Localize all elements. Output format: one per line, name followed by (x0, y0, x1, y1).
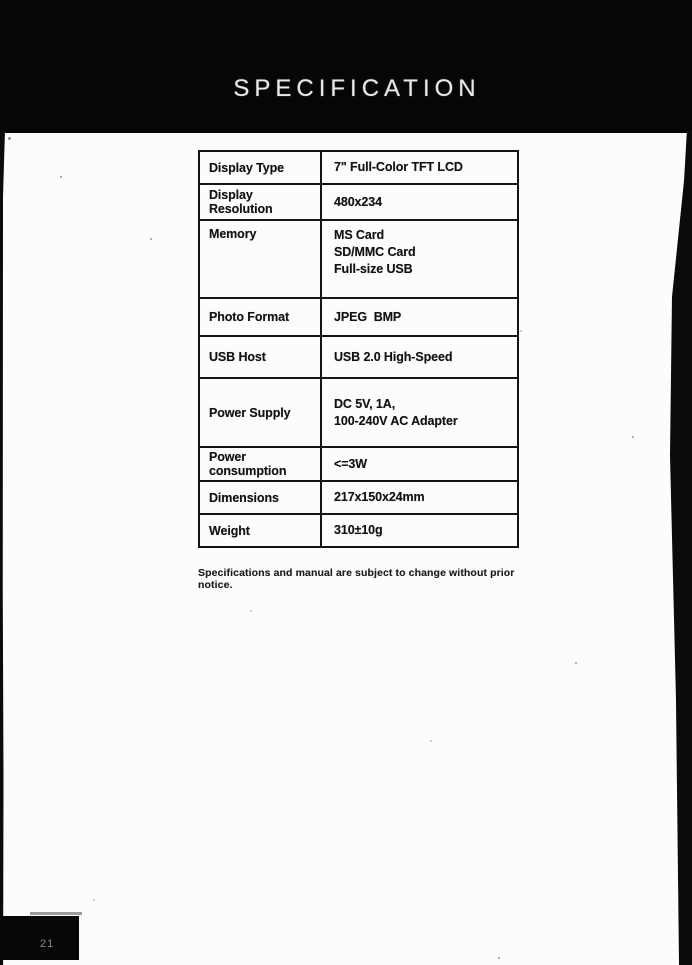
scan-speck (250, 610, 252, 612)
scan-speck (150, 238, 152, 240)
spec-table-body (199, 151, 518, 547)
spec-row (199, 481, 518, 514)
page-number-box (0, 916, 79, 960)
spec-label: Display Resolution (199, 184, 321, 220)
spec-row (199, 378, 518, 447)
spec-row (199, 151, 518, 184)
spec-value-line: USB 2.0 High-Speed (334, 349, 453, 364)
scan-speck (520, 330, 522, 332)
spec-value-line: 7" Full-Color TFT LCD (334, 160, 463, 174)
spec-value-line: DC 5V, 1A, (334, 396, 396, 411)
spec-value (321, 336, 518, 378)
scan-edge-right (670, 130, 692, 965)
spec-value-line: 310±10g (334, 523, 383, 537)
header-band (0, 0, 692, 133)
scan-speck (430, 740, 432, 742)
scan-speck (632, 436, 634, 438)
spec-label: Power consumption (199, 447, 321, 481)
spec-value-line: Full-size USB (334, 262, 413, 276)
spec-row (199, 336, 518, 378)
page-number: 21 (40, 938, 55, 950)
spec-label: Weight (199, 514, 321, 547)
spec-value-line: MS Card (334, 228, 385, 242)
spec-value (321, 151, 518, 184)
spec-value-line: <=3W (334, 456, 367, 471)
scan-speck (93, 899, 95, 901)
spec-value-line: JPEG BMP (334, 309, 402, 324)
scan-speck (30, 912, 82, 915)
scan-speck (498, 957, 500, 959)
spec-value (321, 220, 518, 298)
spec-table (198, 150, 519, 548)
scan-speck (575, 662, 577, 664)
spec-value (321, 378, 518, 447)
spec-value-line: SD/MMC Card (334, 245, 416, 259)
scan-speck (60, 176, 62, 178)
spec-value (321, 184, 518, 220)
spec-label: USB Host (199, 336, 321, 378)
spec-value (321, 514, 518, 547)
scan-speck (8, 137, 11, 140)
spec-row (199, 514, 518, 547)
spec-value (321, 447, 518, 481)
spec-value-line: 100-240V AC Adapter (334, 413, 458, 428)
spec-row (199, 220, 518, 298)
spec-row (199, 298, 518, 336)
spec-value-line: 480x234 (334, 194, 382, 209)
scan-edge-left (0, 130, 5, 965)
spec-label: Dimensions (199, 481, 321, 514)
spec-label: Memory (199, 220, 321, 298)
spec-row (199, 447, 518, 481)
spec-value-line: 217x150x24mm (334, 490, 425, 504)
spec-label: Photo Format (199, 298, 321, 336)
page-title: SPECIFICATION (233, 75, 481, 102)
spec-label: Power Supply (199, 378, 321, 447)
spec-row (199, 184, 518, 220)
footnote: Specifications and manual are subject to change without prior notice. (198, 567, 515, 591)
spec-value (321, 298, 518, 336)
spec-value (321, 481, 518, 514)
spec-label: Display Type (199, 151, 321, 184)
